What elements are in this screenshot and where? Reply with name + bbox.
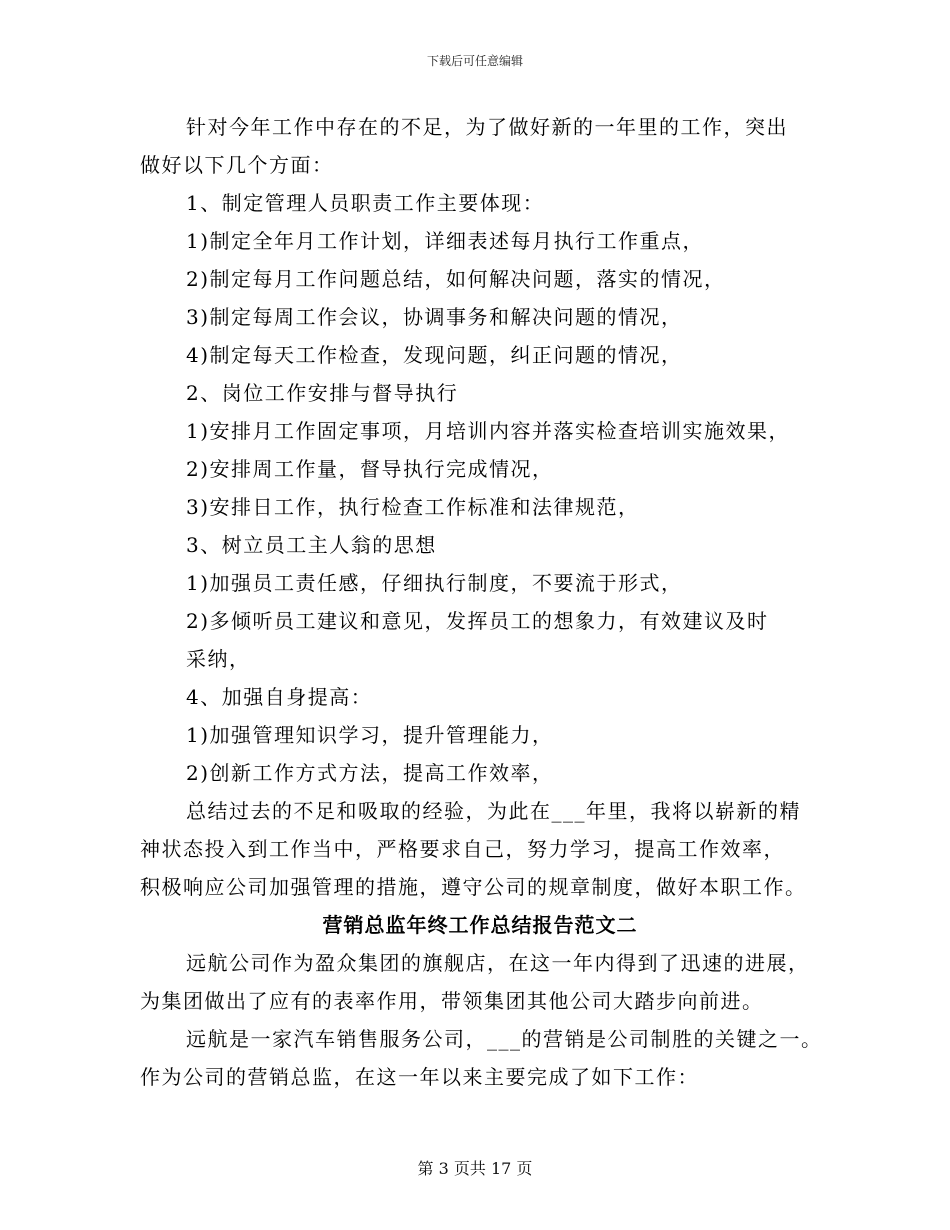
list-item: 2)制定每月工作问题总结，如何解决问题，落实的情况， — [186, 267, 726, 291]
paragraph-line: 远航是一家汽车销售服务公司，___的营销是公司制胜的关键之一。 — [186, 1027, 823, 1051]
section-heading-4: 4、加强自身提高： — [186, 685, 373, 709]
list-item: 3)安排日工作，执行检查工作标准和法律规范， — [186, 495, 640, 519]
section-heading-3: 3、树立员工主人翁的思想 — [186, 533, 437, 557]
paragraph-line: 作为公司的营销总监，在这一年以来主要完成了如下工作： — [140, 1065, 699, 1089]
paragraph-line: 针对今年工作中存在的不足，为了做好新的一年里的工作，突出 — [186, 115, 788, 139]
list-item: 3)制定每周工作会议，协调事务和解决问题的情况， — [186, 305, 683, 329]
paragraph-line: 做好以下几个方面： — [140, 153, 334, 177]
list-item: 2)安排周工作量，督导执行完成情况， — [186, 457, 554, 481]
paragraph-line: 为集团做出了应有的表率作用，带领集团其他公司大踏步向前进。 — [140, 989, 764, 1013]
section-heading-2: 2、岗位工作安排与督导执行 — [186, 381, 459, 405]
list-item: 1)安排月工作固定事项，月培训内容并落实检查培训实施效果， — [186, 419, 791, 443]
page-number: 第 3 页共 17 页 — [417, 1159, 533, 1178]
document-title: 营销总监年终工作总结报告范文二 — [322, 913, 638, 937]
paragraph-line: 神状态投入到工作当中，严格要求自己，努力学习，提高工作效率， — [140, 837, 785, 861]
list-item-continuation: 采纳， — [186, 647, 251, 671]
list-item: 1)制定全年月工作计划，详细表述每月执行工作重点， — [186, 229, 705, 253]
document-body — [140, 108, 823, 1096]
paragraph-line: 积极响应公司加强管理的措施，遵守公司的规章制度，做好本职工作。 — [140, 875, 807, 899]
paragraph-line: 总结过去的不足和吸取的经验，为此在___年里，我将以崭新的精 — [186, 799, 801, 823]
list-item: 1)加强管理知识学习，提升管理能力， — [186, 723, 554, 747]
paragraph-line: 远航公司作为盈众集团的旗舰店，在这一年内得到了迅速的进展， — [186, 951, 810, 975]
section-heading-1: 1、制定管理人员职责工作主要体现： — [186, 191, 545, 215]
list-item: 4)制定每天工作检查，发现问题，纠正问题的情况， — [186, 343, 683, 367]
list-item: 1)加强员工责任感，仔细执行制度，不要流于形式， — [186, 571, 683, 595]
list-item: 2)多倾听员工建议和意见，发挥员工的想象力，有效建议及时 — [186, 609, 769, 633]
list-item: 2)创新工作方式方法，提高工作效率， — [186, 761, 554, 785]
page-header: 下载后可任意编辑 — [426, 54, 523, 68]
